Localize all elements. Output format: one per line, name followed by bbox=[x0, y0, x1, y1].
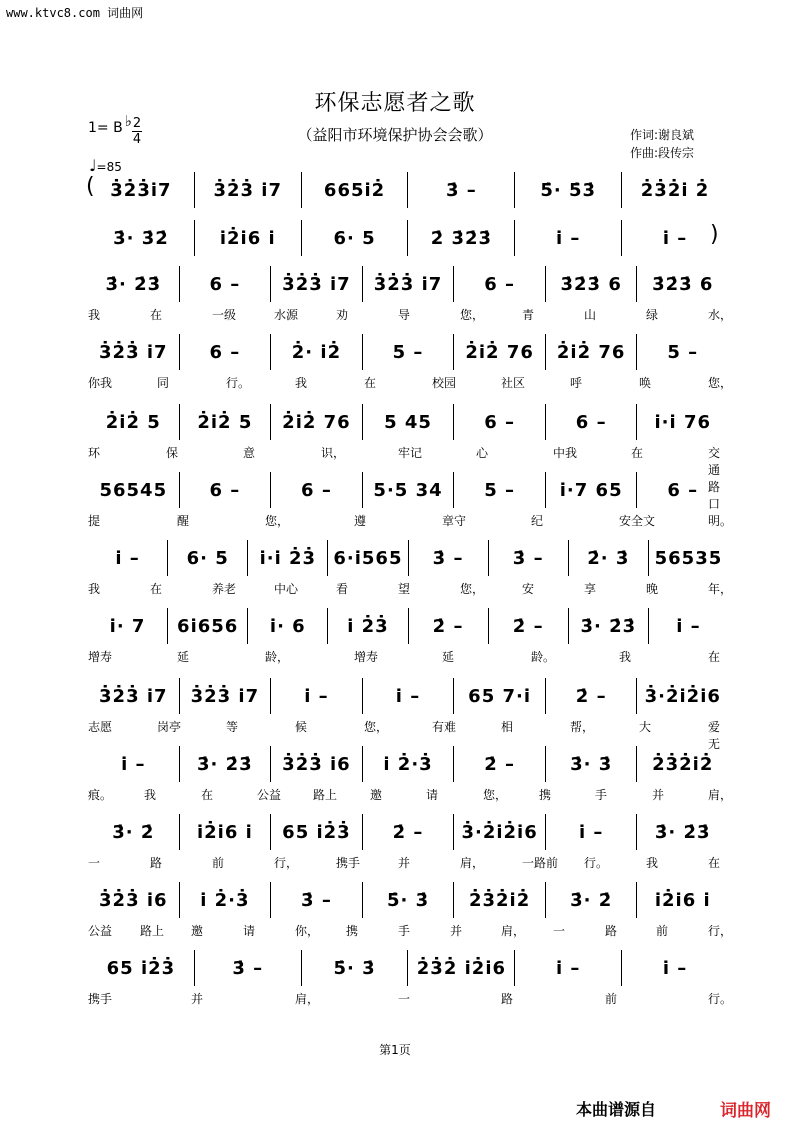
lyric-word: 在 bbox=[150, 308, 163, 322]
lyric-word: 看 bbox=[336, 582, 349, 596]
measure: i̇ – bbox=[362, 678, 454, 714]
song-subtitle: （益阳市环境保护协会会歌） bbox=[297, 126, 493, 144]
lyric-row bbox=[88, 648, 728, 666]
measure: 6 – bbox=[636, 472, 728, 508]
notation-row bbox=[88, 540, 728, 576]
lyric-word: 路上 bbox=[140, 924, 165, 938]
measure: 2̇i̇2̇ 76 bbox=[545, 334, 637, 370]
notation-row bbox=[88, 882, 728, 918]
lyric-row bbox=[88, 786, 733, 804]
measure: 6 – bbox=[270, 472, 362, 508]
lyric-row bbox=[88, 854, 728, 872]
measure: 3̇· 3̇ bbox=[545, 746, 637, 782]
measure: 3̇2̇3̇ i̇7 bbox=[99, 341, 168, 363]
notation-row bbox=[88, 404, 728, 440]
lyric-word: 爱无 bbox=[708, 720, 721, 751]
measure: 65 7·i̇ bbox=[453, 678, 545, 714]
lyric-word: 一级 bbox=[212, 308, 237, 322]
lyric-word: 龄， bbox=[265, 650, 290, 664]
lyric-word: 醒 bbox=[177, 514, 190, 528]
measure: 3̇ – bbox=[408, 540, 488, 576]
measure: 2̇i̇2̇ 76 bbox=[453, 334, 545, 370]
lyric-word: 肩， bbox=[708, 788, 733, 802]
lyric-word: 中心 bbox=[274, 582, 299, 596]
measure: i̇ – bbox=[545, 814, 637, 850]
lyric-word: 肩， bbox=[295, 992, 320, 1006]
lyric-word: 行。 bbox=[226, 376, 251, 390]
lyric-word: 并 bbox=[191, 992, 204, 1006]
site-watermark: www.ktvc8.com 词曲网 bbox=[6, 6, 144, 20]
notation-row bbox=[88, 746, 728, 782]
notation-row bbox=[88, 220, 728, 256]
measure: 6 – bbox=[179, 472, 271, 508]
lyric-word: 劝 bbox=[336, 308, 349, 322]
measure: 3̇2̇3̇ i̇7 bbox=[99, 685, 168, 707]
measure: 3̇· 2̇3̇ bbox=[179, 746, 271, 782]
lyric-word: 肩， bbox=[501, 924, 526, 938]
measure: 2̇ – bbox=[408, 608, 488, 644]
measure: 2̇· 3̇ bbox=[568, 540, 648, 576]
lyric-word: 一 bbox=[88, 856, 101, 870]
notation-row bbox=[88, 678, 728, 714]
lyric-word: 并 bbox=[398, 856, 411, 870]
lyric-word: 路 bbox=[501, 992, 514, 1006]
measure: i̇ – bbox=[514, 950, 621, 986]
measure: 6 – bbox=[453, 266, 545, 302]
measure: 6·i̇565 bbox=[327, 540, 407, 576]
lyric-word: 在 bbox=[708, 856, 721, 870]
lyric-word: 请 bbox=[426, 788, 439, 802]
lyric-word: 携 bbox=[346, 924, 359, 938]
lyric-word: 行。 bbox=[708, 992, 733, 1006]
measure: i̇ – bbox=[648, 608, 728, 644]
measure: 6 – bbox=[545, 404, 637, 440]
lyric-word: 明。 bbox=[708, 514, 733, 528]
lyric-word: 在 bbox=[201, 788, 214, 802]
lyric-word: 肩， bbox=[460, 856, 485, 870]
measure: 5 – bbox=[453, 472, 545, 508]
lyric-row bbox=[88, 580, 733, 598]
measure: i̇·i̇ 2̇3̇ bbox=[247, 540, 327, 576]
measure: 2̇i̇2̇ 5 bbox=[105, 411, 161, 433]
measure: 2̇ 3̇2̇3̇ bbox=[407, 220, 514, 256]
lyric-word: 你我 bbox=[88, 376, 113, 390]
lyric-word: 路上 bbox=[313, 788, 338, 802]
measure: 5 – bbox=[362, 334, 454, 370]
lyric-word: 您， bbox=[364, 720, 389, 734]
measure: i̇ 2̇·3̇ bbox=[362, 746, 454, 782]
lyric-word: 环 bbox=[88, 446, 101, 460]
lyric-row bbox=[88, 718, 728, 751]
lyric-word: 岗亭 bbox=[157, 720, 182, 734]
measure: 3̇ – bbox=[488, 540, 568, 576]
measure: 2̇ – bbox=[545, 678, 637, 714]
lyric-word: 延 bbox=[177, 650, 190, 664]
lyric-word: 在 bbox=[150, 582, 163, 596]
lyric-word: 中我 bbox=[553, 446, 578, 460]
lyric-word: 前 bbox=[212, 856, 225, 870]
lyric-word: 水， bbox=[708, 308, 733, 322]
lyric-word: 您， bbox=[483, 788, 508, 802]
lyric-word: 公益 bbox=[257, 788, 282, 802]
lyric-word: 安全文 bbox=[619, 514, 656, 528]
lyric-word: 携手 bbox=[336, 856, 361, 870]
lyric-word: 一 bbox=[553, 924, 566, 938]
lyric-word: 社区 bbox=[501, 376, 526, 390]
lyric-row bbox=[88, 512, 733, 530]
lyric-word: 在 bbox=[364, 376, 377, 390]
measure: i̇ 2̇·3̇ bbox=[179, 882, 271, 918]
measure: 2̇3̇2̇i̇2̇ bbox=[636, 746, 728, 782]
lyric-word: 一路前 bbox=[522, 856, 559, 870]
measure: i̇·i̇ 76 bbox=[636, 404, 728, 440]
measure: 3̇2̇3̇ i̇7 bbox=[270, 266, 362, 302]
lyric-word: 等 bbox=[226, 720, 239, 734]
lyric-word: 延 bbox=[442, 650, 455, 664]
notation-row bbox=[88, 608, 728, 644]
lyric-word: 候 bbox=[295, 720, 308, 734]
lyric-word: 您， bbox=[460, 582, 485, 596]
lyric-word: 章守 bbox=[442, 514, 467, 528]
lyric-row bbox=[88, 374, 733, 392]
measure: 3̇ – bbox=[270, 882, 362, 918]
notation-row bbox=[88, 266, 728, 302]
lyric-word: 您， bbox=[265, 514, 290, 528]
measure: i̇·7 65 bbox=[545, 472, 637, 508]
measure: i̇ – bbox=[514, 220, 621, 256]
measure: 2̇3̇2̇ i̇2̇i̇6 bbox=[407, 950, 514, 986]
measure: 3̇· 2̇ bbox=[112, 821, 155, 843]
lyric-word: 路 bbox=[150, 856, 163, 870]
lyric-word: 痕。 bbox=[88, 788, 113, 802]
lyric-word: 保 bbox=[166, 446, 179, 460]
measure: i̇2̇i̇6 i̇ bbox=[636, 882, 728, 918]
lyric-word: 意 bbox=[243, 446, 256, 460]
notation-row bbox=[88, 172, 728, 208]
lyric-word: 公益 bbox=[88, 924, 113, 938]
time-signature bbox=[132, 116, 142, 147]
lyric-word: 前 bbox=[605, 992, 618, 1006]
lyric-word: 你， bbox=[295, 924, 320, 938]
measure: i̇2̇i̇6 i̇ bbox=[179, 814, 271, 850]
lyric-word: 我 bbox=[144, 788, 157, 802]
lyric-word: 唤 bbox=[639, 376, 652, 390]
measure: 3̇· 2̇3̇ bbox=[636, 814, 728, 850]
measure: 2̇ – bbox=[453, 746, 545, 782]
lyric-word: 纪 bbox=[531, 514, 544, 528]
site-logo: 词曲网 bbox=[720, 1101, 771, 1121]
notation-row bbox=[88, 814, 728, 850]
lyric-word: 帮， bbox=[570, 720, 595, 734]
measure: i̇ – bbox=[121, 753, 146, 775]
measure: 2̇3̇2̇i̇2̇ bbox=[453, 882, 545, 918]
lyric-word: 提 bbox=[88, 514, 101, 528]
lyric-word: 望 bbox=[398, 582, 411, 596]
lyric-word: 同 bbox=[157, 376, 170, 390]
measure: 3̇·2̇i̇2̇i̇6 bbox=[453, 814, 545, 850]
lyric-word: 遵 bbox=[354, 514, 367, 528]
meter-bottom: 4 bbox=[132, 132, 142, 147]
measure: 5̇· 3̇ bbox=[301, 950, 408, 986]
measure: 3̇· 3̇2̇ bbox=[113, 227, 169, 249]
measure: 3̇· 2̇ bbox=[545, 882, 637, 918]
measure: 3̇2̇3̇ 6 bbox=[636, 266, 728, 302]
lyric-word: 校园 bbox=[432, 376, 457, 390]
measure: 3̇2̇3̇i̇7 bbox=[110, 179, 172, 201]
notation-row bbox=[88, 472, 728, 508]
key-label: 1= B bbox=[88, 120, 123, 136]
lyric-row bbox=[88, 990, 733, 1008]
lyric-row bbox=[88, 306, 733, 324]
lyric-word: 我 bbox=[88, 582, 101, 596]
measure: i̇ – bbox=[621, 950, 728, 986]
quarter-note-icon: ♩ bbox=[89, 156, 97, 175]
lyric-word: 年， bbox=[708, 582, 733, 596]
meter-top: 2 bbox=[132, 116, 142, 131]
measure: i̇ 2̇3̇ bbox=[327, 608, 407, 644]
measure: 3̇2̇3̇ i̇7 bbox=[362, 266, 454, 302]
composer-credit: 作曲:段传宗 bbox=[630, 146, 695, 160]
lyric-word: 您， bbox=[460, 308, 485, 322]
song-title: 环保志愿者之歌 bbox=[314, 91, 476, 116]
measure: 6· 5 bbox=[301, 220, 408, 256]
measure: 5̇· 5̇3̇ bbox=[514, 172, 621, 208]
measure: 5̇· 3̇ bbox=[362, 882, 454, 918]
lyric-word: 导 bbox=[398, 308, 411, 322]
lyric-word: 水源 bbox=[274, 308, 299, 322]
lyric-word: 在 bbox=[708, 650, 721, 664]
lyric-word: 绿 bbox=[646, 308, 659, 322]
lyric-word: 我 bbox=[295, 376, 308, 390]
notation-row bbox=[88, 950, 728, 986]
lyric-word: 行， bbox=[708, 924, 733, 938]
measure: i̇ – bbox=[115, 547, 140, 569]
measure: 2̇3̇2̇i̇ 2̇ bbox=[621, 172, 728, 208]
flat-sign: ♭ bbox=[124, 112, 132, 130]
lyric-word: 我 bbox=[88, 308, 101, 322]
measure: 2̇i̇2̇ 5 bbox=[179, 404, 271, 440]
measure: 3̇2̇3̇ i̇7 bbox=[194, 172, 301, 208]
measure: 3̇2̇3̇ i̇6 bbox=[99, 889, 168, 911]
lyric-word: 手 bbox=[595, 788, 608, 802]
lyric-word: 养老 bbox=[212, 582, 237, 596]
lyric-word: 龄。 bbox=[531, 650, 556, 664]
measure: 3̇ – bbox=[407, 172, 514, 208]
measure: 6· 5 bbox=[167, 540, 247, 576]
measure: i̇· 6 bbox=[247, 608, 327, 644]
lyric-word: 心 bbox=[476, 446, 489, 460]
lyric-word: 呼 bbox=[570, 376, 583, 390]
notation-row bbox=[88, 334, 728, 370]
lyric-word: 晚 bbox=[646, 582, 659, 596]
key-signature bbox=[88, 112, 132, 136]
measure: 65 i̇2̇3̇ bbox=[270, 814, 362, 850]
measure: 3̇ – bbox=[194, 950, 301, 986]
measure: 3̇·2̇i̇2̇i̇6 bbox=[636, 678, 728, 714]
close-paren: ) bbox=[710, 222, 719, 247]
lyric-word: 携手 bbox=[88, 992, 113, 1006]
lyric-word: 邀 bbox=[191, 924, 204, 938]
lyric-word: 志愿 bbox=[88, 720, 113, 734]
measure: 665i̇2̇ bbox=[301, 172, 408, 208]
measure: 6i̇656 bbox=[167, 608, 247, 644]
lyric-word: 增寿 bbox=[354, 650, 379, 664]
measure: i̇2̇i̇6 i̇ bbox=[194, 220, 301, 256]
lyric-word: 手 bbox=[398, 924, 411, 938]
lyric-word: 邀 bbox=[370, 788, 383, 802]
measure: 65 i̇2̇3̇ bbox=[106, 957, 176, 979]
lyric-word: 安 bbox=[522, 582, 535, 596]
lyric-word: 路 bbox=[605, 924, 618, 938]
measure: 3̇2̇3̇ i̇6 bbox=[270, 746, 362, 782]
lyric-word: 山 bbox=[584, 308, 597, 322]
lyric-word: 大 bbox=[639, 720, 652, 734]
measure: 2̇· i̇2̇ bbox=[270, 334, 362, 370]
tempo-value: =85 bbox=[96, 160, 122, 174]
measure: 5 45 bbox=[362, 404, 454, 440]
measure: 56545 bbox=[99, 479, 168, 501]
lyric-word: 一 bbox=[398, 992, 411, 1006]
measure: 2̇ – bbox=[362, 814, 454, 850]
lyricist-credit: 作词:谢良斌 bbox=[630, 128, 695, 142]
measure: 3̇· 2̇3̇ bbox=[568, 608, 648, 644]
lyric-word: 您， bbox=[708, 376, 733, 390]
lyric-word: 增寿 bbox=[88, 650, 113, 664]
lyric-word: 在 bbox=[631, 446, 644, 460]
measure: 5 – bbox=[636, 334, 728, 370]
lyric-word: 享 bbox=[584, 582, 597, 596]
lyric-word: 我 bbox=[646, 856, 659, 870]
lyric-word: 识， bbox=[321, 446, 346, 460]
measure: 3̇2̇3̇ 6 bbox=[545, 266, 637, 302]
lyric-word: 有难 bbox=[432, 720, 457, 734]
lyric-word: 前 bbox=[656, 924, 669, 938]
lyric-word: 行。 bbox=[584, 856, 609, 870]
page-number: 第1页 bbox=[379, 1043, 411, 1057]
lyric-word: 携 bbox=[539, 788, 552, 802]
measure: 3̇· 2̇3̇ bbox=[105, 273, 162, 295]
lyric-word: 交通路口 bbox=[708, 446, 721, 511]
lyric-word: 相 bbox=[501, 720, 514, 734]
measure: i̇ – bbox=[621, 220, 728, 256]
lyric-word: 并 bbox=[652, 788, 665, 802]
measure: i̇· 7 bbox=[109, 615, 146, 637]
measure: 2̇i̇2̇ 76 bbox=[270, 404, 362, 440]
open-paren: ( bbox=[86, 174, 95, 199]
measure: 56535 bbox=[648, 540, 728, 576]
lyric-word: 我 bbox=[619, 650, 632, 664]
measure: i̇ – bbox=[270, 678, 362, 714]
source-note: 本曲谱源自 bbox=[576, 1100, 657, 1119]
lyric-word: 牢记 bbox=[398, 446, 423, 460]
lyric-word: 请 bbox=[243, 924, 256, 938]
lyric-word: 青 bbox=[522, 308, 535, 322]
measure: 3̇2̇3̇ i̇7 bbox=[179, 678, 271, 714]
measure: 6 – bbox=[453, 404, 545, 440]
measure: 6 – bbox=[179, 334, 271, 370]
lyric-word: 行， bbox=[274, 856, 299, 870]
measure: 5·5 34 bbox=[362, 472, 454, 508]
lyric-word: 并 bbox=[450, 924, 463, 938]
measure: 6 – bbox=[179, 266, 271, 302]
measure: 2̇ – bbox=[488, 608, 568, 644]
lyric-row bbox=[88, 922, 733, 940]
